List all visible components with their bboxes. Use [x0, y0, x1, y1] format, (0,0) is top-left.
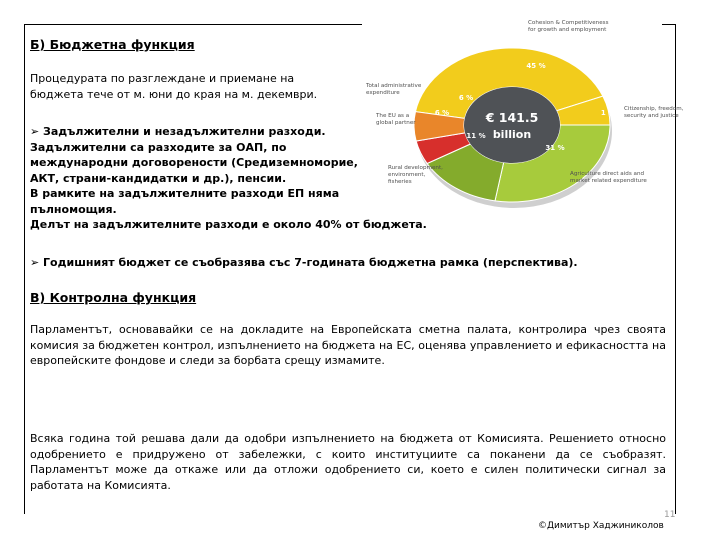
control-paragraph-2: Всяка година той решава дали да одобри изпълнението на бюджета от Комисията. Решението относно одобрението е придружено от забележки, с които институциите са поканени да се съобразят. Парламентът може да откаже или да отложи одобрението си, което е силен политически сигнал за работата на Комисията.: [30, 432, 666, 492]
percent-cohesion: 45 %: [526, 62, 546, 70]
expenditure-line: АКТ, страни-кандидатки и др.), пенсии.: [30, 171, 287, 185]
expenditure-line: международни договорености (Средиземноморие,: [30, 156, 358, 169]
percent-admin: 6 %: [458, 94, 474, 102]
page-number: 11: [664, 510, 676, 520]
center-unit: billion: [492, 128, 532, 141]
expenditure-line: В рамките на задължителните разходи ЕП няма: [30, 187, 340, 200]
section-c-heading: В) Контролна функция: [30, 290, 197, 305]
label-agriculture-1: Agriculture direct aids and: [570, 171, 645, 177]
section-b-heading: Б) Бюджетна функция: [30, 37, 195, 52]
label-global-2: global partner: [376, 120, 416, 126]
label-admin-1: Total administrative: [366, 83, 422, 89]
percent-rural: 11 %: [466, 132, 486, 140]
control-paragraph-1: Парламентът, основавайки се на докладите на Европейската сметна палата, контролира чрез своята комисия за бюджетен контрол, изпълнението на бюджета на ЕС, оценява управлението и ефикасността на европейските фондове и следи за борбата срещу измамите.: [30, 323, 666, 367]
label-rural-1: Rural development,: [388, 165, 443, 171]
expenditure-line: Задължителни са разходите за ОАП, по: [30, 140, 287, 154]
percent-citizenship: 1 %: [600, 109, 616, 117]
label-cohesion-2: for growth and employment: [528, 27, 607, 33]
label-agriculture-2: market related expenditure: [570, 178, 647, 184]
procedure-text: [30, 71, 317, 102]
label-citizenship-2: security and justice: [624, 113, 679, 119]
label-admin-2: expenditure: [366, 90, 400, 96]
label-cohesion-1: Cohesion & Competitiveness: [528, 20, 609, 26]
label-rural-2: environment,: [388, 172, 426, 178]
label-citizenship-1: Citizenship, freedom,: [624, 106, 684, 112]
procedure-line: Процедурата по разглеждане и приемане на: [30, 72, 295, 85]
procedure-line: бюджета тече от м. юни до края на м. декември.: [30, 87, 318, 101]
label-rural-3: fisheries: [388, 179, 412, 185]
expenditure-line: пълномощия.: [30, 202, 117, 216]
label-global-1: The EU as a: [376, 113, 410, 119]
center-total: € 141.5: [485, 110, 539, 125]
percent-agriculture: 31 %: [545, 144, 565, 152]
expenditure-line: ➢ Задължителни и незадължителни разходи.: [30, 125, 326, 138]
expenditure-line: Делът на задължителните разходи е около 40% от бюджета.: [30, 218, 427, 231]
annual-budget-text: ➢ Годишният бюджет се съобразява със 7-годината бюджетна рамка (перспектива).: [30, 256, 578, 269]
footer-author: ©Димитър Хаджиниколов: [538, 521, 664, 531]
donut-svg: [362, 14, 684, 210]
percent-global: 6 %: [434, 109, 450, 117]
budget-donut-chart: [362, 14, 684, 210]
